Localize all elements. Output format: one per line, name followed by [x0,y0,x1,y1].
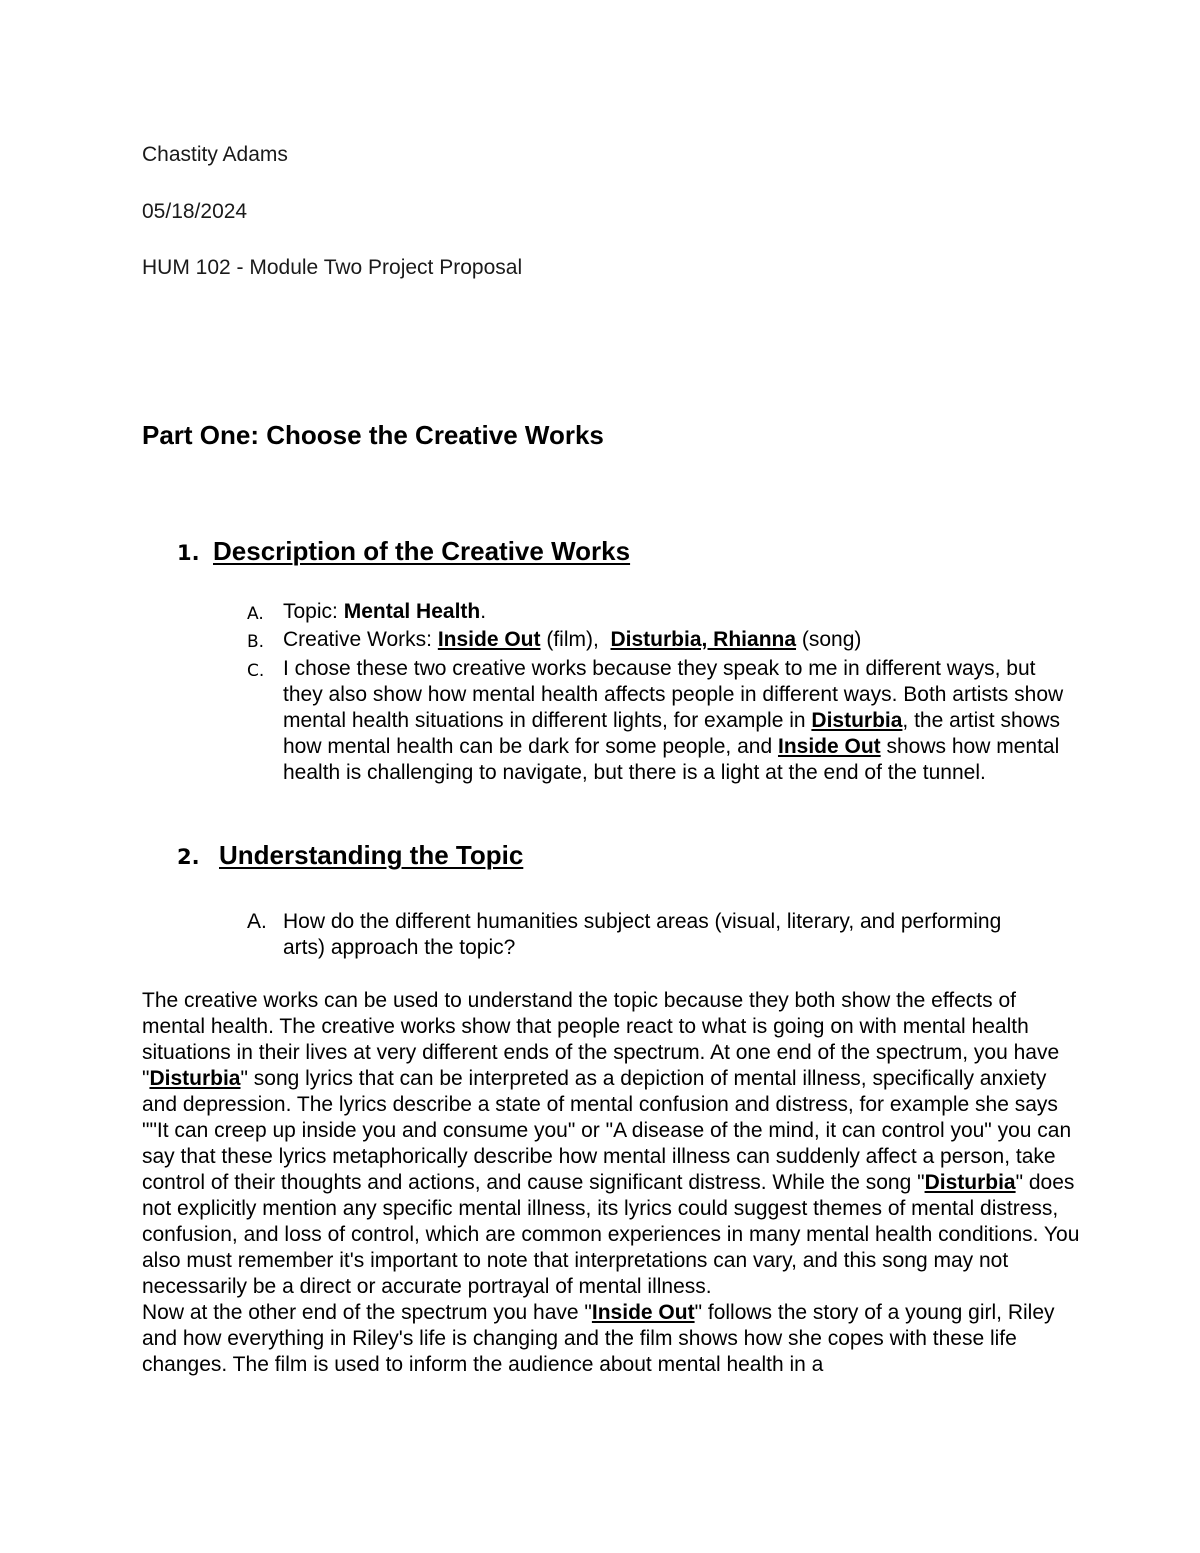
work-inside-out: Inside Out [437,628,541,651]
paragraph-text: " song lyrics that can be interpreted as a depiction of mental illness, specifically anxiety and depression. The lyrics describe a state of mental confusion and distress, for example she says ""It can creep up inside you and consume you" or "A disease of the mind, it can control you" you can say that these lyrics metaphorically describe how mental illness can suddenly affect a person, take control of their thoughts and actions, and cause significant distress. While the song " [142,1067,1072,1194]
section-1-title: Description of the Creative Works [213,536,631,566]
part-one-heading: Part One: Choose the Creative Works [142,420,604,450]
list-text [283,599,1073,625]
work-type: (film), [540,628,611,651]
paragraph-text: Now at the other end of the spectrum you have " [142,1301,592,1324]
paragraph [142,988,1082,1300]
topic-suffix: . [480,600,487,623]
section-2-number: 2. [177,845,200,869]
author-name: Chastity Adams [142,143,288,166]
paragraph-text: " follows the story of a young girl, Riley and how everything in Riley's life is changing and the film shows how she copes with these life changes. The film is used to inform the audience about mental health in a [142,1301,1055,1376]
list-label: C. [247,661,265,681]
reason-text: shows how mental health is challenging to navigate, but there is a light at the end of the tunnel. [283,735,1060,784]
work-disturbia: Disturbia, Rhianna [610,628,797,651]
list-label: A. [247,604,264,624]
paragraph-text: The creative works can be used to understand the topic because they both show the effects of mental health. The creative works show that people react to what is going on with mental health situations in their lives at very different ends of the spectrum. At one end of the spectrum, you have " [142,989,1060,1090]
ref-disturbia: Disturbia [924,1171,1016,1194]
topic-prefix: Topic: [283,600,344,623]
body-text [142,988,1082,1378]
ref-disturbia: Disturbia [149,1067,241,1090]
ref-inside-out: Inside Out [777,735,881,758]
ref-disturbia: Disturbia [811,709,903,732]
works-prefix: Creative Works: [283,628,438,651]
question-text: How do the different humanities subject areas (visual, literary, and performing arts) approach the topic? [283,910,1002,959]
ref-inside-out: Inside Out [591,1301,695,1324]
question-label: A. [247,910,267,933]
reason-text: , the artist shows how mental health can be dark for some people, and [283,709,1060,758]
course-title: HUM 102 - Module Two Project Proposal [142,256,523,279]
work-type: (song) [796,628,862,651]
list-text [283,656,1073,786]
topic-value: Mental Health [343,600,481,623]
list-label: B. [247,632,265,652]
document-date: 05/18/2024 [142,200,248,223]
list-text [283,627,1073,653]
paragraph [142,1300,1082,1378]
reason-text: I chose these two creative works because they speak to me in different ways, but they also show how mental health affects people in different ways. Both artists show mental health situations in different lights, for example in [283,657,1064,732]
paragraph-text: " does not explicitly mention any specific mental illness, its lyrics could suggest themes of mental distress, confusion, and loss of control, which are common experiences in many mental health conditions. You also must remember it's important to note that interpretations can vary, and this song may not necessarily be a direct or accurate portrayal of mental illness. [142,1171,1080,1298]
section-2-title: Understanding the Topic [219,840,524,870]
section-1-number: 1. [177,541,200,565]
